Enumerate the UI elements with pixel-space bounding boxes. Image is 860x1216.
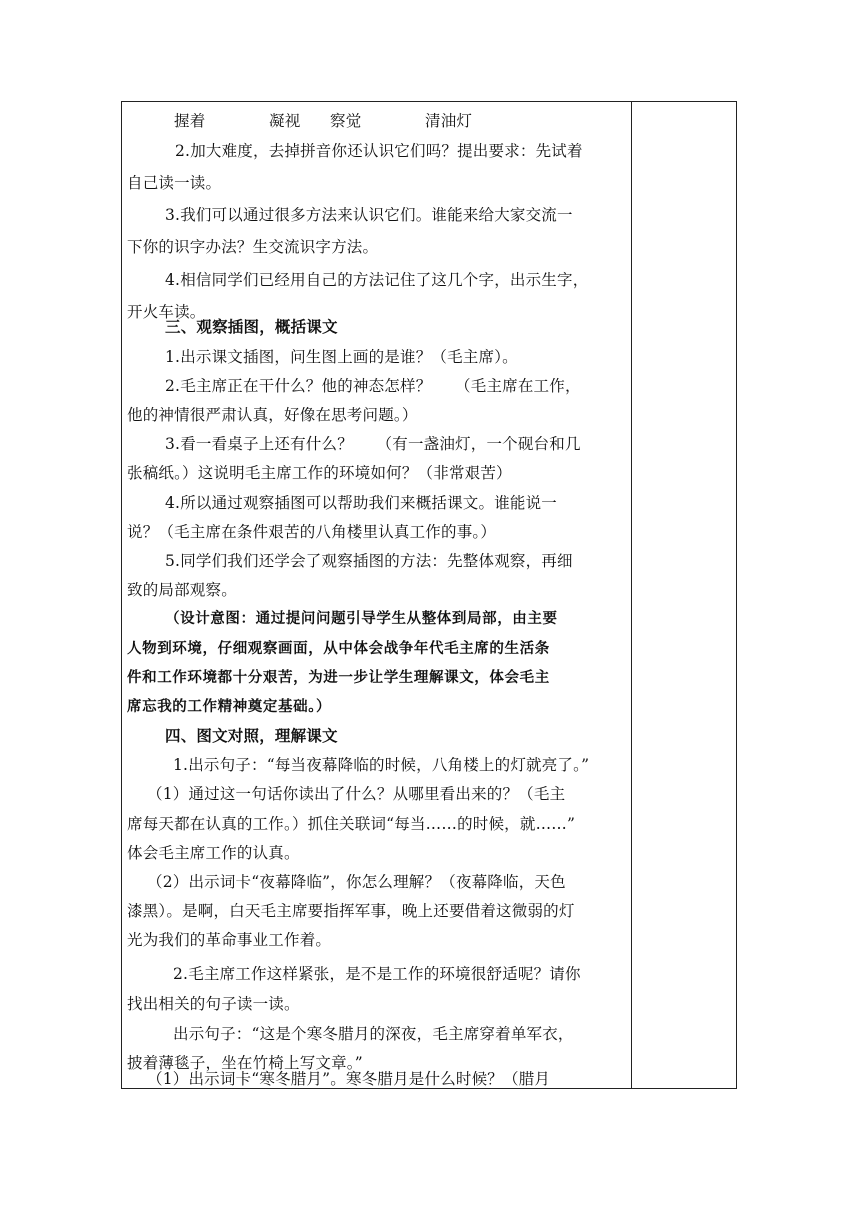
text-line: 席每天都在认真的工作。）抓住关联词“每当……的时候，就……” xyxy=(127,815,576,833)
design-intent: 件和工作环境都十分艰苦，为进一步让学生理解课文，体会毛主 xyxy=(127,669,550,686)
text-line: 1.出示课文插图，问生图上画的是谁？（毛主席）。 xyxy=(165,348,518,366)
design-intent: （设计意图：通过提问问题引导学生从整体到局部，由主要 xyxy=(165,610,558,627)
vocab-word: 握着 xyxy=(174,112,206,130)
text-line: 1.出示句子：“每当夜幕降临的时候，八角楼上的灯就亮了。” xyxy=(173,756,590,774)
text-line: 开火车读。 xyxy=(127,303,206,321)
text-line: 说？（毛主席在条件艰苦的八角楼里认真工作的事。） xyxy=(127,523,497,541)
text-line: （1）通过这一句话你读出了什么？从哪里看出来的？（毛主 xyxy=(147,785,566,803)
section-heading: 三、观察插图，概括课文 xyxy=(165,317,338,336)
text-line: 体会毛主席工作的认真。 xyxy=(127,844,300,862)
text-line: 3.看一看桌子上还有什么？ （有一盏油灯，一个砚台和几 xyxy=(165,435,581,453)
text-line: 他的神情很严肃认真，好像在思考问题。） xyxy=(127,406,418,424)
design-intent: 席忘我的工作精神奠定基础。） xyxy=(127,698,332,715)
vocab-word: 察觉 xyxy=(330,112,362,130)
text-line: 张稿纸。）这说明毛主席工作的环境如何？（非常艰苦） xyxy=(127,464,512,482)
text-line: 2.加大难度，去掉拼音你还认识它们吗？提出要求：先试着 xyxy=(175,142,583,160)
design-intent: 人物到环境，仔细观察画面，从中体会战争年代毛主席的生活条 xyxy=(127,640,550,657)
text-line: 5.同学们我们还学会了观察插图的方法：先整体观察，再细 xyxy=(165,552,573,570)
text-line: 下你的识字办法？生交流识字方法。 xyxy=(127,238,379,256)
section-heading: 四、图文对照，理解课文 xyxy=(165,726,338,745)
text-line: 自己读一读。 xyxy=(127,174,222,192)
lesson-content-cell xyxy=(121,101,631,1089)
text-line: 4.所以通过观察插图可以帮助我们来概括课文。谁能说一 xyxy=(165,494,557,512)
text-line: 找出相关的句子读一读。 xyxy=(127,995,300,1013)
vocab-word: 清油灯 xyxy=(425,112,473,130)
text-line: 3.我们可以通过很多方法来认识它们。谁能来给大家交流一 xyxy=(165,206,573,224)
text-line: 出示句子：“这是个寒冬腊月的深夜，毛主席穿着单军衣， xyxy=(173,1025,574,1043)
vocab-word: 凝视 xyxy=(269,112,301,130)
text-line: 光为我们的革命事业工作着。 xyxy=(127,931,332,949)
text-line: 2.毛主席工作这样紧张，是不是工作的环境很舒适呢？请你 xyxy=(173,965,581,983)
text-line: （2）出示词卡“夜幕降临”，你怎么理解？（夜幕降临，天色 xyxy=(147,873,566,891)
text-line: 漆黑）。是啊，白天毛主席要指挥军事，晚上还要借着这微弱的灯 xyxy=(127,902,575,920)
column-divider xyxy=(631,101,632,1089)
text-line: 2.毛主席正在干什么？他的神态怎样？ （毛主席在工作， xyxy=(165,377,581,395)
text-line: 披着薄毯子，坐在竹椅上写文章。” xyxy=(127,1054,363,1072)
text-line: 4.相信同学们已经用自己的方法记住了这几个字，出示生字， xyxy=(165,271,589,289)
text-line: （1）出示词卡“寒冬腊月”。寒冬腊月是什么时候？（腊月 xyxy=(147,1070,551,1088)
text-line: 致的局部观察。 xyxy=(127,581,237,599)
